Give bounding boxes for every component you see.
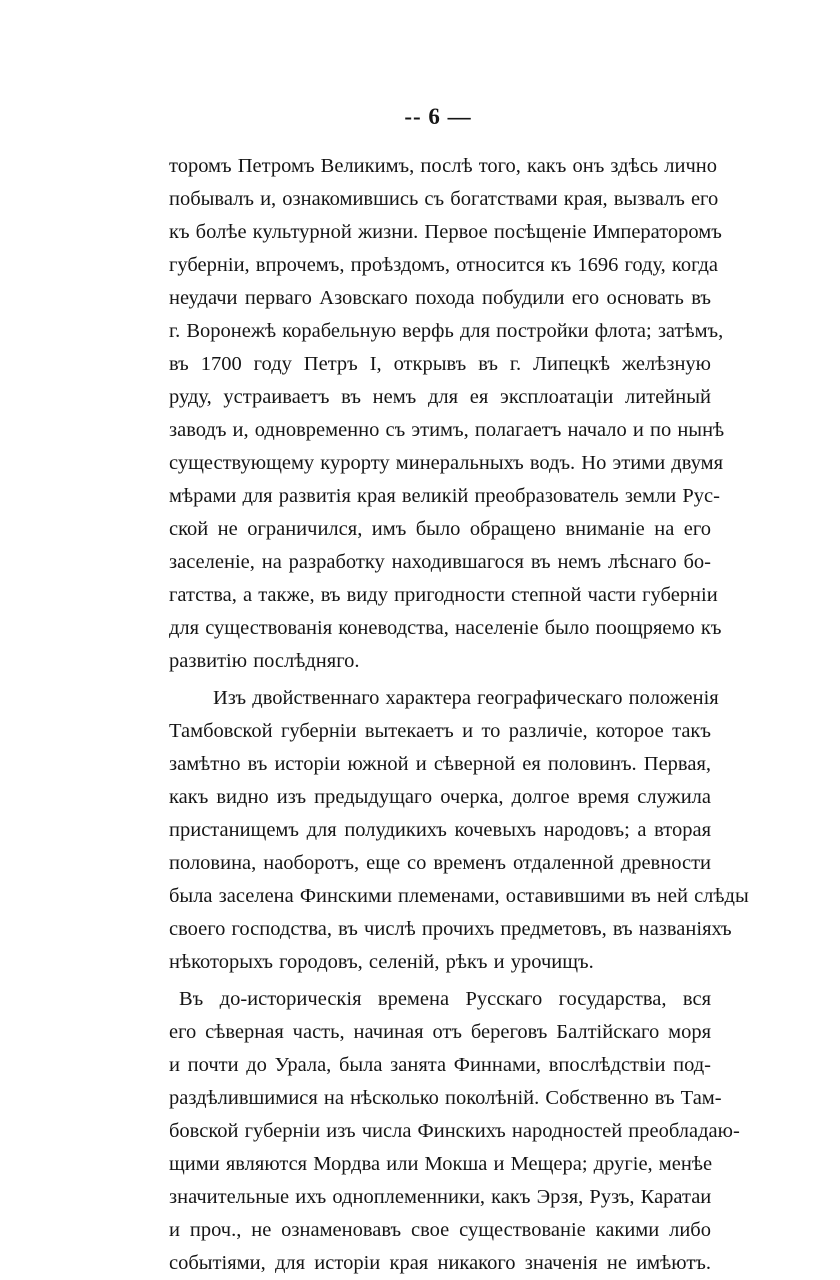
text-line: мѣрами для развитія края великій преобразователь земли Рус-	[169, 485, 720, 507]
text-line: нѣкоторыхъ городовъ, селеній, рѣкъ и урочищъ.	[169, 951, 594, 973]
text-line: раздѣлившимися на нѣсколько поколѣній. Собственно въ Там-	[169, 1087, 722, 1109]
text-line: побывалъ и, ознакомившись съ богатствами края, вызвалъ его	[169, 188, 719, 210]
text-line: своего господства, въ числѣ прочихъ предметовъ, въ названіяхъ	[169, 918, 732, 940]
text-line: существующему курорту минеральныхъ водъ. Но этими двумя	[169, 452, 724, 474]
text-line: Въ до-историческія времена Русскаго государства, вся	[179, 988, 711, 1010]
text-line: замѣтно въ исторіи южной и сѣверной ея половинъ. Первая,	[169, 753, 711, 775]
text-line: его сѣверная часть, начиная отъ береговъ Балтійскаго моря	[169, 1021, 711, 1043]
text-line: заводъ и, одновременно съ этимъ, полагаетъ начало и по нынѣ	[169, 419, 725, 441]
text-line: заселеніе, на разработку находившагося въ немъ лѣснаго бо-	[169, 551, 711, 573]
text-line: Тамбовской губерніи вытекаетъ и то различіе, которое такъ	[169, 720, 711, 742]
text-line: развитію послѣдняго.	[169, 650, 360, 672]
paragraph-1	[169, 150, 725, 678]
text-line: пристанищемъ для полудикихъ кочевыхъ народовъ; а вторая	[169, 819, 711, 841]
text-line: для существованія коневодства, населеніе было поощряемо къ	[169, 617, 722, 639]
body-text	[169, 150, 749, 1280]
page-number: -- 6 —	[404, 104, 472, 129]
text-line: событіями, для исторіи края никакого значенія не имѣютъ.	[169, 1252, 711, 1274]
text-line: половина, наоборотъ, еще со временъ отдаленной древности	[169, 852, 711, 874]
text-line: торомъ Петромъ Великимъ, послѣ того, какъ онъ здѣсь лично	[169, 155, 718, 177]
text-line: щими являются Мордва или Мокша и Мещера; другіе, менѣе	[169, 1153, 713, 1175]
text-line: неудачи перваго Азовскаго похода побудили его основать въ	[169, 287, 711, 309]
text-line: ской не ограничился, имъ было обращено вниманіе на его	[169, 518, 711, 540]
text-line: бовской губерніи изъ числа Финскихъ народностей преобладаю-	[169, 1120, 740, 1142]
text-line: Изъ двойственнаго характера географическаго положенія	[213, 687, 719, 709]
text-line: къ болѣе культурной жизни. Первое посѣщеніе Императоромъ	[169, 221, 722, 243]
text-line: какъ видно изъ предыдущаго очерка, долгое время служила	[169, 786, 711, 808]
text-line: и проч., не ознаменовавъ свое существованіе какими либо	[169, 1219, 711, 1241]
text-line: гатства, а также, въ виду пригодности степной части губерніи	[169, 584, 718, 606]
text-line: въ 1700 году Петръ I, открывъ въ г. Липецкѣ желѣзную	[169, 353, 711, 375]
text-line: г. Воронежѣ корабельную верфь для постройки флота; затѣмъ,	[169, 320, 724, 342]
paragraph-3	[169, 983, 740, 1280]
paragraph-2	[169, 682, 749, 979]
text-line: была заселена Финскими племенами, оставившими въ ней слѣды	[169, 885, 749, 907]
text-line: и почти до Урала, была занята Финнами, впослѣдствіи под-	[169, 1054, 711, 1076]
text-line: руду, устраиваетъ въ немъ для ея эксплоатаціи литейный	[169, 386, 711, 408]
text-line: значительные ихъ одноплеменники, какъ Эрзя, Рузъ, Каратаи	[169, 1186, 712, 1208]
text-line: губерніи, впрочемъ, проѣздомъ, относится къ 1696 году, когда	[169, 254, 719, 276]
